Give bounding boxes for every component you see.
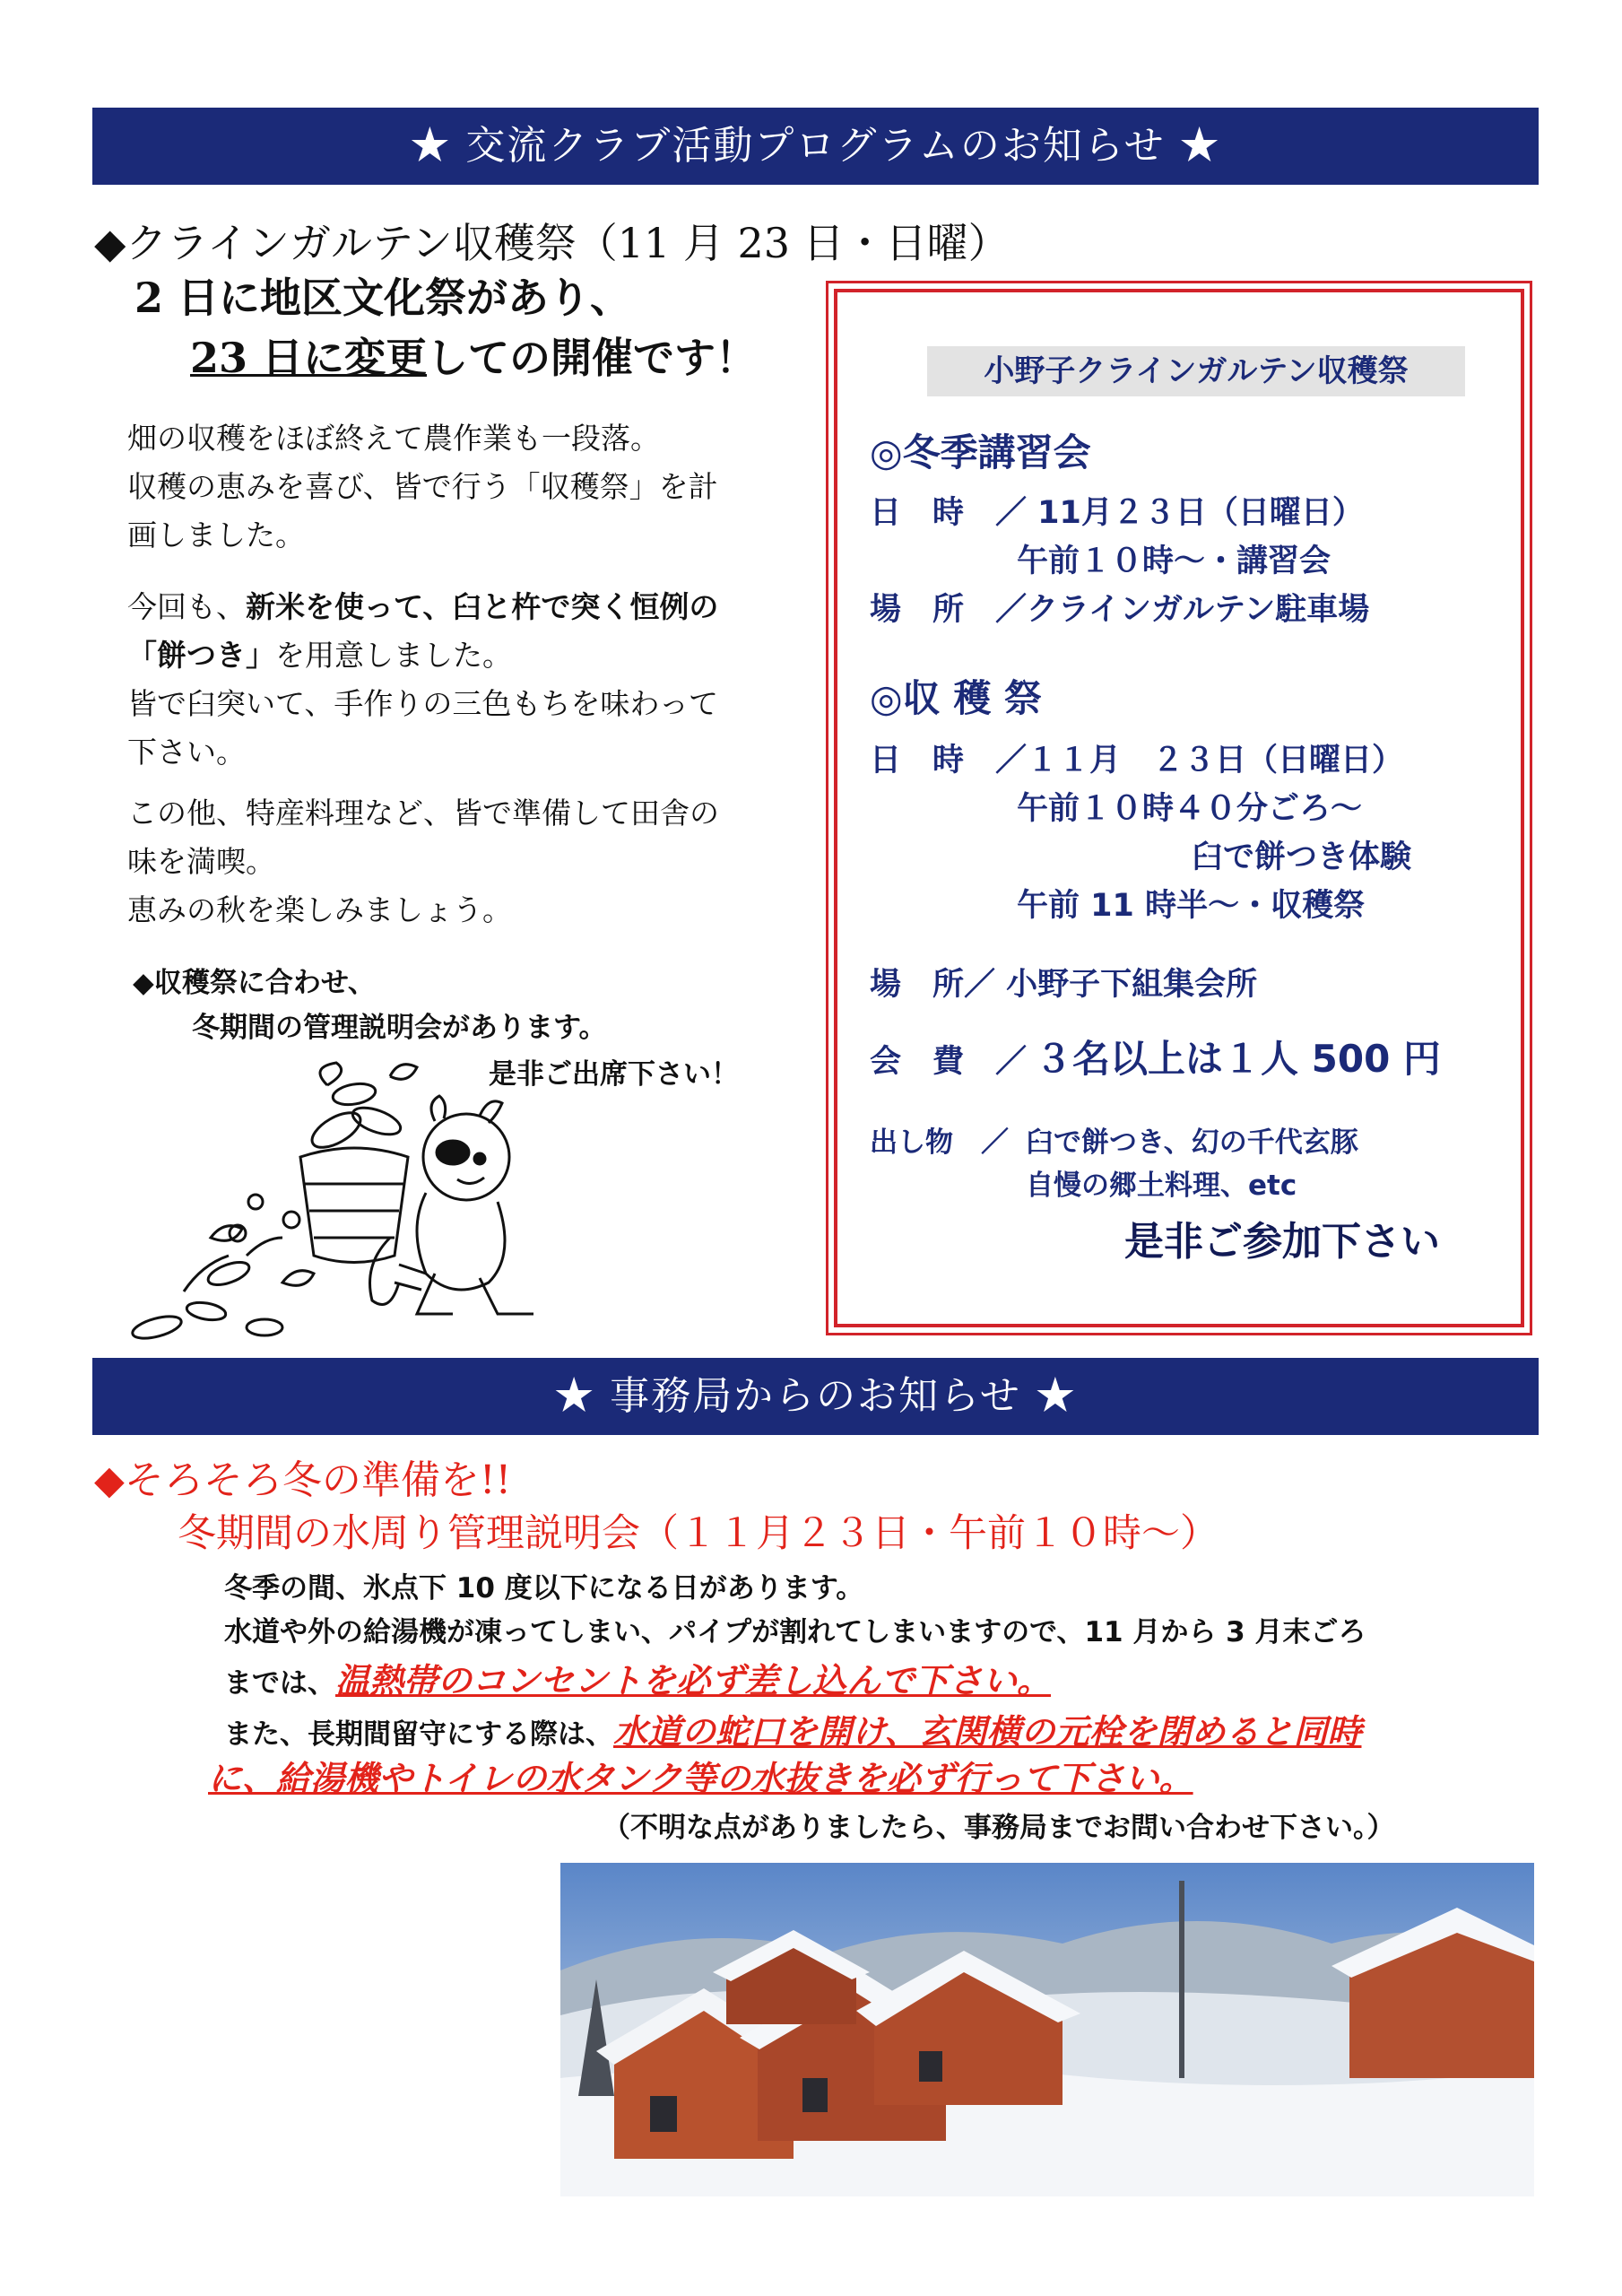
fee-label: 会 費 ／ xyxy=(870,1044,1028,1080)
text-line: 下さい。 xyxy=(127,735,246,770)
text-line xyxy=(127,631,809,680)
warning-outlet: 温熱帯のコンセントを必ず差し込んで下さい。 xyxy=(335,1661,1052,1700)
tanuki-harvest-illustration xyxy=(121,1058,623,1354)
harvest-schedule-box xyxy=(834,289,1524,1327)
harvest-paragraph-2 xyxy=(127,583,809,777)
text-line: 画しました。 xyxy=(127,517,305,552)
notice-line-1: ◆収穫祭に合わせ、 xyxy=(133,967,376,999)
text-span: を用意しました。 xyxy=(275,638,512,673)
office-line-4 xyxy=(224,1704,1361,1753)
items-line-2: 自慢の郷土料理、etc xyxy=(1026,1170,1297,1202)
text-line: 恵みの秋を楽しみましょう。 xyxy=(127,892,512,927)
harvest-festival-time-2: 臼で餅つき体験 xyxy=(1192,839,1412,875)
office-line-1: 冬季の間、氷点下 10 度以下になる日があります。 xyxy=(224,1572,864,1605)
text-span: 新米を使って、臼と杵で突く恒例の xyxy=(246,589,719,624)
text-span: また、長期間留守にする際は、 xyxy=(224,1718,613,1751)
harvest-festival-time-1: 午前１０時４０分ごろ～ xyxy=(1017,791,1363,827)
winter-seminar-heading: ◎冬季講習会 xyxy=(870,430,1091,474)
banner-club-program: ★ 交流クラブ活動プログラムのお知らせ ★ xyxy=(92,108,1539,185)
harvest-sub2 xyxy=(190,334,757,383)
fee-value: ３名以上は１人 500 円 xyxy=(1035,1037,1441,1081)
text-span: までは、 xyxy=(224,1667,335,1700)
text-line: 収穫の恵みを喜び、皆で行う「収穫祭」を計 xyxy=(127,469,718,504)
harvest-sub2-changed: 23 日に変更 xyxy=(190,334,428,382)
notice-line-2: 冬期間の管理説明会があります。 xyxy=(192,1012,607,1044)
office-line-2: 水道や外の給湯機が凍ってしまい、パイプが割れてしまいますので、11 月から 3 月末ごろ xyxy=(224,1616,1366,1648)
harvest-sub2-rest: しての開催です！ xyxy=(427,334,758,382)
office-subheading: 冬期間の水周り管理説明会（１１月２３日・午前１０時～） xyxy=(178,1511,1219,1556)
office-line-5: に、給湯機やトイレの水タンク等の水抜きを必ず行って下さい。 xyxy=(208,1759,1193,1798)
harvest-paragraph-3 xyxy=(127,789,809,935)
harvest-paragraph-1 xyxy=(127,414,809,560)
office-line-6: （不明な点がありましたら、事務局までお問い合わせ下さい。） xyxy=(603,1812,1395,1844)
text-span: 「餅つき」 xyxy=(127,638,275,673)
text-line xyxy=(127,583,809,631)
harvest-festival-place: 場 所／ 小野子下組集会所 xyxy=(870,967,1258,1003)
harvest-festival-heading: ◎収 穫 祭 xyxy=(870,676,1042,720)
winter-seminar-place: 場 所 ／クラインガルテン駐車場 xyxy=(870,592,1370,628)
winter-seminar-date: 日 時 ／ 11月２３日（日曜日） xyxy=(870,495,1364,531)
harvest-festival-date: 日 時 ／１１月 ２３日（日曜日） xyxy=(870,743,1404,778)
text-line: 皆で臼突いて、手作りの三色もちを味わって xyxy=(127,686,719,721)
items-line-1: 臼で餅つき、幻の千代玄豚 xyxy=(1026,1126,1358,1159)
text-line: 味を満喫。 xyxy=(127,844,275,879)
text-span: 今回も、 xyxy=(127,589,246,624)
text-line: 畑の収穫をほぼ終えて農作業も一段落。 xyxy=(127,421,660,456)
items-label: 出し物 ／ xyxy=(870,1126,1009,1159)
office-line-3 xyxy=(224,1653,1051,1702)
snowy-cabins-photo xyxy=(560,1863,1534,2196)
harvest-heading: ◆クラインガルテン収穫祭（11 月 23 日・日曜） xyxy=(94,219,1010,267)
text-line: この他、特産料理など、皆で準備して田舎の xyxy=(127,796,719,831)
banner-office-notice: ★ 事務局からのお知らせ ★ xyxy=(92,1358,1539,1435)
harvest-festival-time-3: 午前 11 時半～・収穫祭 xyxy=(1017,888,1366,924)
office-heading: ◆そろそろ冬の準備を!! xyxy=(94,1457,512,1503)
winter-seminar-time: 午前１０時～・講習会 xyxy=(1017,544,1331,579)
warning-faucet: 水道の蛇口を開け、玄関横の元栓を閉めると同時 xyxy=(613,1712,1362,1752)
notice-line-3: 是非ご出席下さい！ xyxy=(489,1058,739,1091)
harvest-sub1: 2 日に地区文化祭があり、 xyxy=(134,274,632,322)
box-title: 小野子クラインガルテン収穫祭 xyxy=(927,346,1465,396)
box-closing: 是非ご参加下さい xyxy=(1124,1219,1440,1265)
